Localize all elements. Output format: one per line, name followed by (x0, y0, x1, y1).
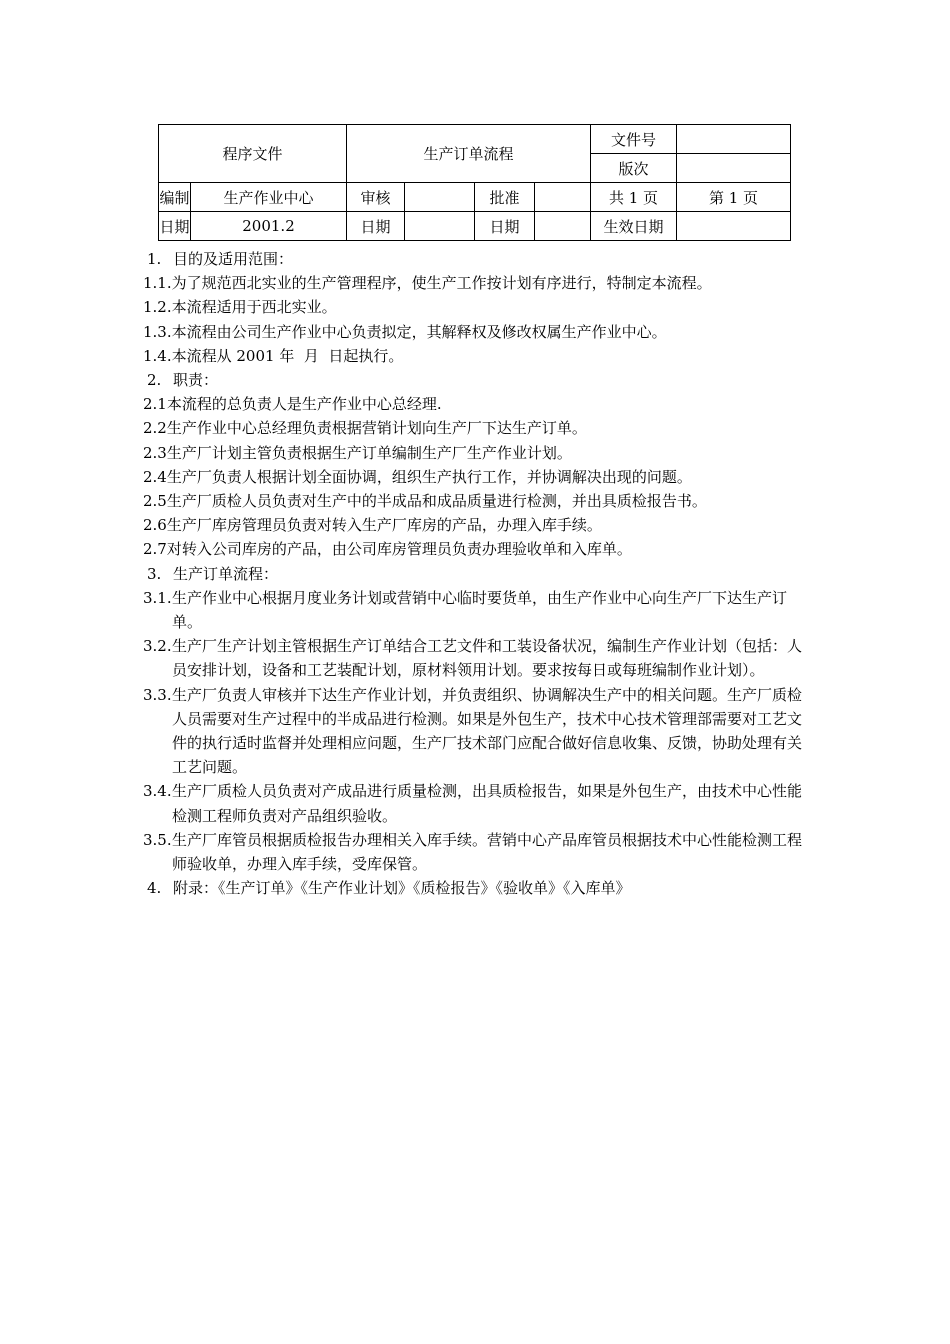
date-label-prepared: 日期 (159, 212, 191, 241)
item-number: 2.7 (143, 540, 167, 559)
item-text: 生产作业中心总经理负责根据营销计划向生产厂下达生产订单。 (166, 419, 587, 438)
item-number: 1.1. (143, 274, 172, 293)
section-number: 1. (147, 250, 162, 268)
list-item (143, 465, 815, 489)
list-item (143, 513, 815, 537)
doc-no-label: 文件号 (591, 125, 677, 154)
prepared-label: 编制 (159, 183, 191, 212)
section-heading (143, 247, 815, 271)
date-label-review: 日期 (347, 212, 405, 241)
section-title: 职责： (173, 371, 219, 390)
item-text: 本流程的总负责人是生产作业中心总经理. (166, 395, 442, 414)
date-label-approve: 日期 (475, 212, 535, 241)
item-number: 3.3. (143, 685, 172, 704)
item-text: 生产厂计划主管负责根据生产订单编制生产厂生产作业计划。 (166, 443, 572, 462)
list-item (143, 271, 815, 295)
item-text: 本流程由公司生产作业中心负责拟定，其解释权及修改权属生产作业中心。 (171, 322, 667, 341)
item-text: 本流程从 2001 年 月 日起执行。 (171, 346, 404, 365)
approve-label: 批准 (475, 183, 535, 212)
item-number: 3.1. (143, 588, 172, 607)
item-text: 本流程适用于西北实业。 (171, 298, 337, 317)
item-text: 生产厂库管员根据质检报告办理相关入库手续。营销中心产品库管员根据技术中心性能检测工程师验收单，办理入库手续，受库保管。 (172, 830, 803, 874)
appendix-text: 附录：《生产订单》《生产作业计划》《质检报告》《验收单》《入库单》 (173, 879, 631, 898)
total-pages: 共 1 页 (591, 183, 677, 212)
document-body (143, 247, 815, 900)
item-number: 2.2 (143, 419, 167, 438)
list-item (143, 320, 815, 344)
item-number: 2.6 (143, 516, 167, 535)
effective-date-value (677, 212, 791, 241)
list-item (143, 416, 815, 440)
item-text: 生产厂负责人根据计划全面协调，组织生产执行工作，并协调解决出现的问题。 (166, 467, 692, 486)
list-item (143, 344, 815, 368)
list-item (143, 634, 815, 682)
section-heading (143, 562, 815, 586)
section-heading (143, 876, 815, 900)
item-text: 生产厂生产计划主管根据生产订单结合工艺文件和工装设备状况，编制生产作业计划（包括：人员安排计划，设备和工艺装配计划，原材料领用计划。要求按每日或每班编制作业计划）。 (172, 637, 803, 680)
list-item (143, 295, 815, 319)
section-title: 目的及适用范围： (173, 250, 294, 268)
item-number: 2.5 (143, 492, 167, 511)
list-item (143, 586, 815, 634)
item-text: 为了规范西北实业的生产管理程序，使生产工作按计划有序进行，特制定本流程。 (171, 274, 712, 293)
item-number: 2.3 (143, 443, 167, 462)
doc-no-value (677, 125, 791, 154)
approve-value (535, 183, 591, 212)
review-label: 审核 (347, 183, 405, 212)
list-item (143, 779, 815, 827)
date-value-prepared: 2001.2 (191, 212, 347, 241)
item-number: 2.1 (143, 395, 167, 414)
item-text: 生产作业中心根据月度业务计划或营销中心临时要货单，由生产作业中心向生产厂下达生产订单。 (172, 588, 788, 632)
effective-date-label: 生效日期 (591, 212, 677, 241)
section-title: 生产订单流程： (173, 564, 279, 583)
doc-title: 生产订单流程 (347, 125, 591, 183)
list-item (143, 537, 815, 561)
item-text: 生产厂质检人员负责对生产中的半成品和成品质量进行检测，并出具质检报告书。 (166, 492, 707, 511)
item-number: 3.2. (143, 637, 172, 656)
section-heading (143, 368, 815, 392)
review-value (405, 183, 475, 212)
section-number: 3. (147, 564, 162, 583)
item-number: 1.4. (143, 346, 172, 365)
version-label: 版次 (591, 154, 677, 183)
item-number: 1.3. (143, 322, 172, 341)
item-text: 生产厂负责人审核并下达生产作业计划，并负责组织、协调解决生产中的相关问题。生产厂质检人员需要对生产过程中的半成品进行检测。如果是外包生产，技术中心技术管理部需要对工艺文件的执行适时监督并处理相应问题，生产厂技术部门应配合做好信息收集、反馈，协助处理有关工艺问题。 (172, 685, 803, 777)
item-text: 对转入公司库房的产品，由公司库房管理员负责办理验收单和入库单。 (166, 540, 632, 559)
section-number: 2. (147, 371, 162, 390)
list-item (143, 489, 815, 513)
list-item (143, 683, 815, 780)
prepared-value: 生产作业中心 (191, 183, 347, 212)
item-number: 3.5. (143, 830, 172, 849)
section-number: 4. (147, 879, 162, 898)
list-item (143, 392, 815, 416)
list-item (143, 441, 815, 465)
version-value (677, 154, 791, 183)
item-number: 3.4. (143, 782, 172, 801)
date-value-approve (535, 212, 591, 241)
page-number: 第 1 页 (677, 183, 791, 212)
item-text: 生产厂库房管理员负责对转入生产厂库房的产品，办理入库手续。 (166, 516, 602, 535)
list-item (143, 828, 815, 876)
item-text: 生产厂质检人员负责对产成品进行质量检测，出具质检报告，如果是外包生产，由技术中心性能检测工程师负责对产品组织验收。 (172, 782, 803, 825)
date-value-review (405, 212, 475, 241)
doc-type: 程序文件 (159, 125, 347, 183)
item-number: 1.2. (143, 298, 172, 317)
item-number: 2.4 (143, 467, 167, 486)
document-header-table (158, 124, 791, 241)
